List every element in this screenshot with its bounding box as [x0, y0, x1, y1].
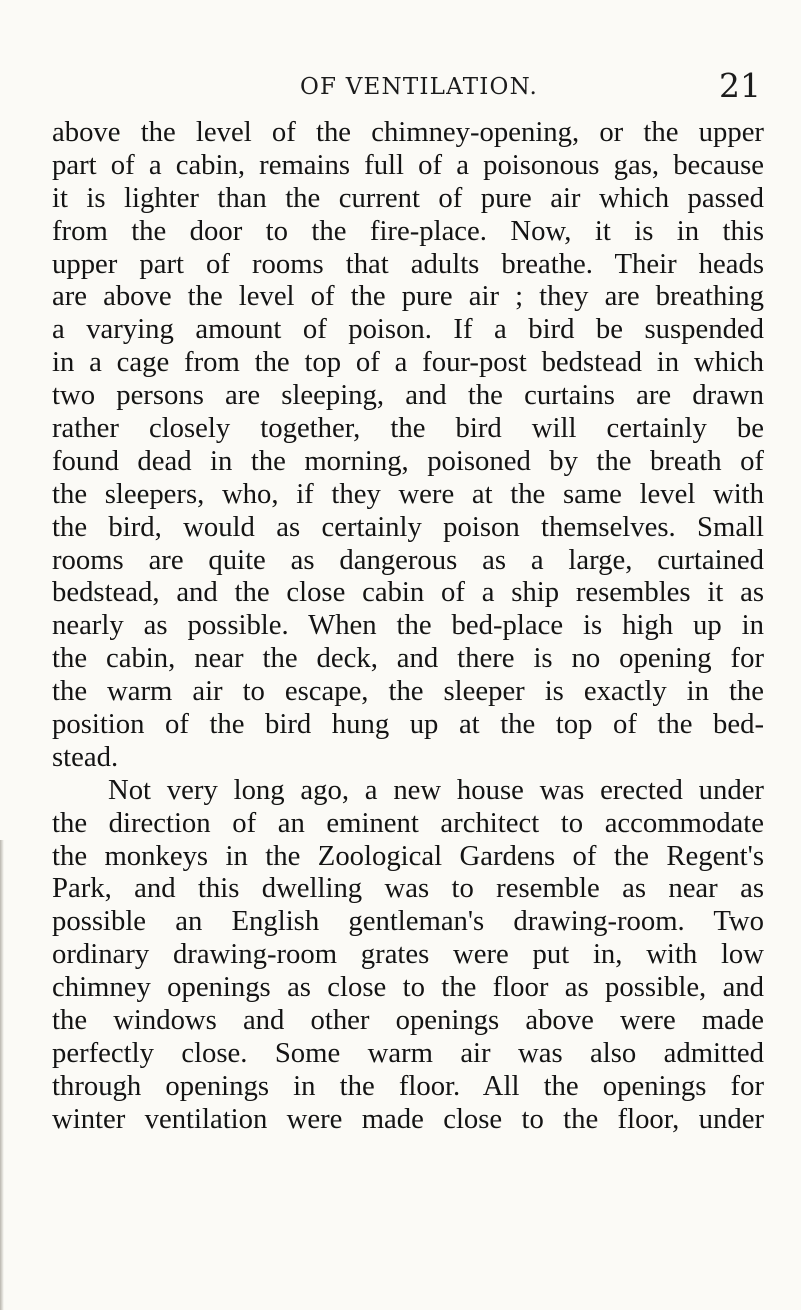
text-line: the cabin, near the deck, and there is no opening for: [52, 642, 764, 675]
text-line: chimney openings as close to the floor as possible, and: [52, 971, 764, 1004]
text-line: found dead in the morning, poisoned by the breath of: [52, 444, 764, 477]
text-line: it is lighter than the current of pure air which passed: [52, 181, 764, 214]
text-line: the sleepers, who, if they were at the same level with: [52, 477, 764, 510]
text-line: are above the level of the pure air ; they are breathing: [52, 280, 764, 313]
text-line: possible an English gentleman's drawing-room. Two: [52, 905, 764, 938]
text-line: the warm air to escape, the sleeper is exactly in the: [52, 675, 764, 708]
text-line: part of a cabin, remains full of a poisonous gas, because: [52, 148, 764, 181]
body-text: [52, 116, 764, 1136]
text-line: through openings in the floor. All the openings for: [52, 1069, 764, 1102]
text-line: the monkeys in the Zoological Gardens of the Regent's: [52, 839, 764, 872]
text-line: the bird, would as certainly poison themselves. Small: [52, 510, 764, 543]
text-line: the windows and other openings above were made: [52, 1004, 764, 1037]
page-edge-shadow: [0, 840, 4, 1310]
text-line: a varying amount of poison. If a bird be suspended: [52, 313, 764, 346]
text-line: two persons are sleeping, and the curtains are drawn: [52, 379, 764, 412]
text-line: the direction of an eminent architect to accommodate: [52, 806, 764, 839]
text-line: upper part of rooms that adults breathe. Their heads: [52, 247, 764, 280]
text-line: nearly as possible. When the bed-place is high up in: [52, 609, 764, 642]
text-line: winter ventilation were made close to the floor, under: [52, 1102, 764, 1135]
text-line: Not very long ago, a new house was erected under: [108, 773, 764, 806]
text-line: rooms are quite as dangerous as a large, curtained: [52, 543, 764, 576]
text-line: Park, and this dwelling was to resemble as near as: [52, 872, 764, 905]
text-line: bedstead, and the close cabin of a ship resembles it as: [52, 576, 764, 609]
text-line: position of the bird hung up at the top of the bed-: [52, 708, 764, 741]
page-number: 21: [719, 66, 761, 105]
running-title: OF VENTILATION.: [300, 74, 538, 100]
text-line: stead.: [52, 740, 119, 773]
text-line: ordinary drawing-room grates were put in, with low: [52, 938, 764, 971]
text-line: from the door to the fire-place. Now, it is in this: [52, 214, 764, 247]
text-line: above the level of the chimney-opening, or the upper: [52, 116, 764, 148]
text-line: perfectly close. Some warm air was also admitted: [52, 1036, 764, 1069]
running-head: [0, 66, 801, 106]
text-line: in a cage from the top of a four-post bedstead in which: [52, 346, 764, 379]
text-line: rather closely together, the bird will certainly be: [52, 412, 764, 445]
